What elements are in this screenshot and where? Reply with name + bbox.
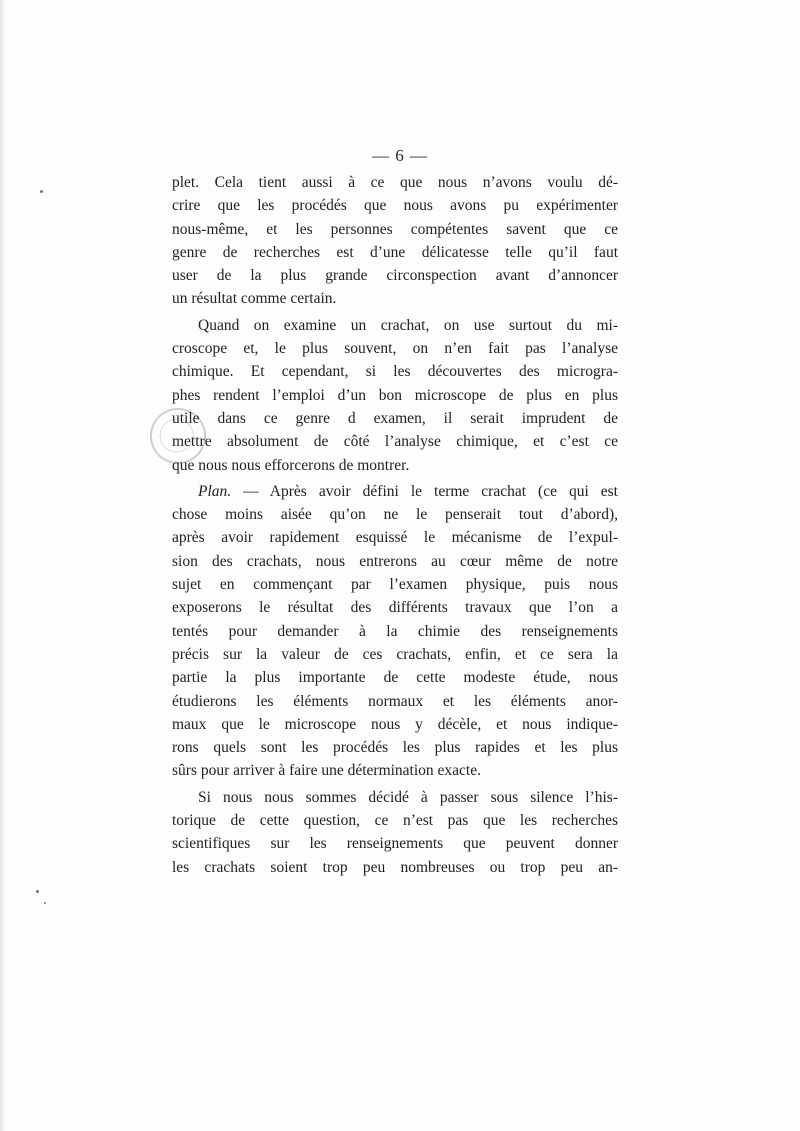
text-line: mettre absolument de côté l’analyse chimique, et c’est ce bbox=[172, 433, 618, 451]
text-line: croscope et, le plus souvent, on n’en fait pas l’analyse bbox=[172, 340, 618, 358]
text-line: Quand on examine un crachat, on use surtout du mi- bbox=[198, 316, 618, 334]
text-line: sion des crachats, nous entrerons au cœur même de notre bbox=[172, 552, 618, 570]
text-line: crire que les procédés que nous avons pu expérimenter bbox=[172, 197, 618, 215]
text-line: rons quels sont les procédés les plus rapides et les plus bbox=[172, 739, 618, 757]
text-line: chose moins aisée qu’on ne le penserait tout d’abord), bbox=[172, 506, 618, 524]
text-line bbox=[172, 480, 618, 503]
text-line: tentés pour demander à la chimie des renseignements bbox=[172, 622, 618, 640]
text-line: plet. Cela tient aussi à ce que nous n’avons voulu dé- bbox=[172, 174, 618, 191]
margin-speck bbox=[36, 890, 39, 893]
text-line: un résultat comme certain. bbox=[172, 290, 337, 308]
text-line: nous-même, et les personnes compétentes savent que ce bbox=[172, 220, 618, 238]
paragraph-1 bbox=[172, 171, 618, 311]
text-line: user de la plus grande circonspection avant d’annoncer bbox=[172, 267, 618, 285]
text-line: genre de recherches est d’une délicatesse telle qu’il faut bbox=[172, 243, 618, 261]
paragraph-2 bbox=[172, 314, 618, 477]
text-line: maux que le microscope nous y décèle, et nous indique- bbox=[172, 715, 618, 733]
text-line-rest: — Après avoir défini le terme crachat (ce qui est bbox=[231, 482, 618, 500]
text-line: utile dans ce genre d examen, il serait imprudent de bbox=[172, 409, 618, 427]
text-line: Si nous nous sommes décidé à passer sous silence l’his- bbox=[198, 788, 618, 806]
text-line: exposerons le résultat des différents travaux que l’on a bbox=[172, 599, 618, 617]
text-line: scientifiques sur les renseignements que peuvent donner bbox=[172, 835, 618, 853]
text-line: torique de cette question, ce n’est pas que les recherches bbox=[172, 812, 618, 830]
text-line: étudierons les éléments normaux et les éléments anor- bbox=[172, 692, 618, 710]
text-line: chimique. Et cependant, si les découvertes des microgra- bbox=[172, 363, 618, 381]
text-line: phes rendent l’emploi d’un bon microscope de plus en plus bbox=[172, 386, 618, 404]
text-line: précis sur la valeur de ces crachats, enfin, et ce sera la bbox=[172, 645, 618, 663]
text-line: que nous nous efforcerons de montrer. bbox=[172, 456, 410, 474]
paragraph-4 bbox=[172, 786, 618, 879]
text-line: après avoir rapidement esquissé le mécanisme de l’expul- bbox=[172, 529, 618, 547]
page-edge-shadow bbox=[0, 0, 6, 1131]
body-text bbox=[172, 171, 618, 879]
text-line: les crachats soient trop peu nombreuses ou trop peu an- bbox=[172, 858, 618, 876]
text-line: sûrs pour arriver à faire une détermination exacte. bbox=[172, 762, 481, 780]
section-lead-plan: Plan. bbox=[198, 482, 232, 500]
paragraph-3 bbox=[172, 480, 618, 783]
margin-speck bbox=[40, 190, 43, 193]
page-number: — 6 — bbox=[372, 146, 428, 165]
margin-speck bbox=[44, 902, 46, 904]
text-line: partie la plus importante de cette modeste étude, nous bbox=[172, 669, 618, 687]
text-line: sujet en commençant par l’examen physique, puis nous bbox=[172, 576, 618, 594]
